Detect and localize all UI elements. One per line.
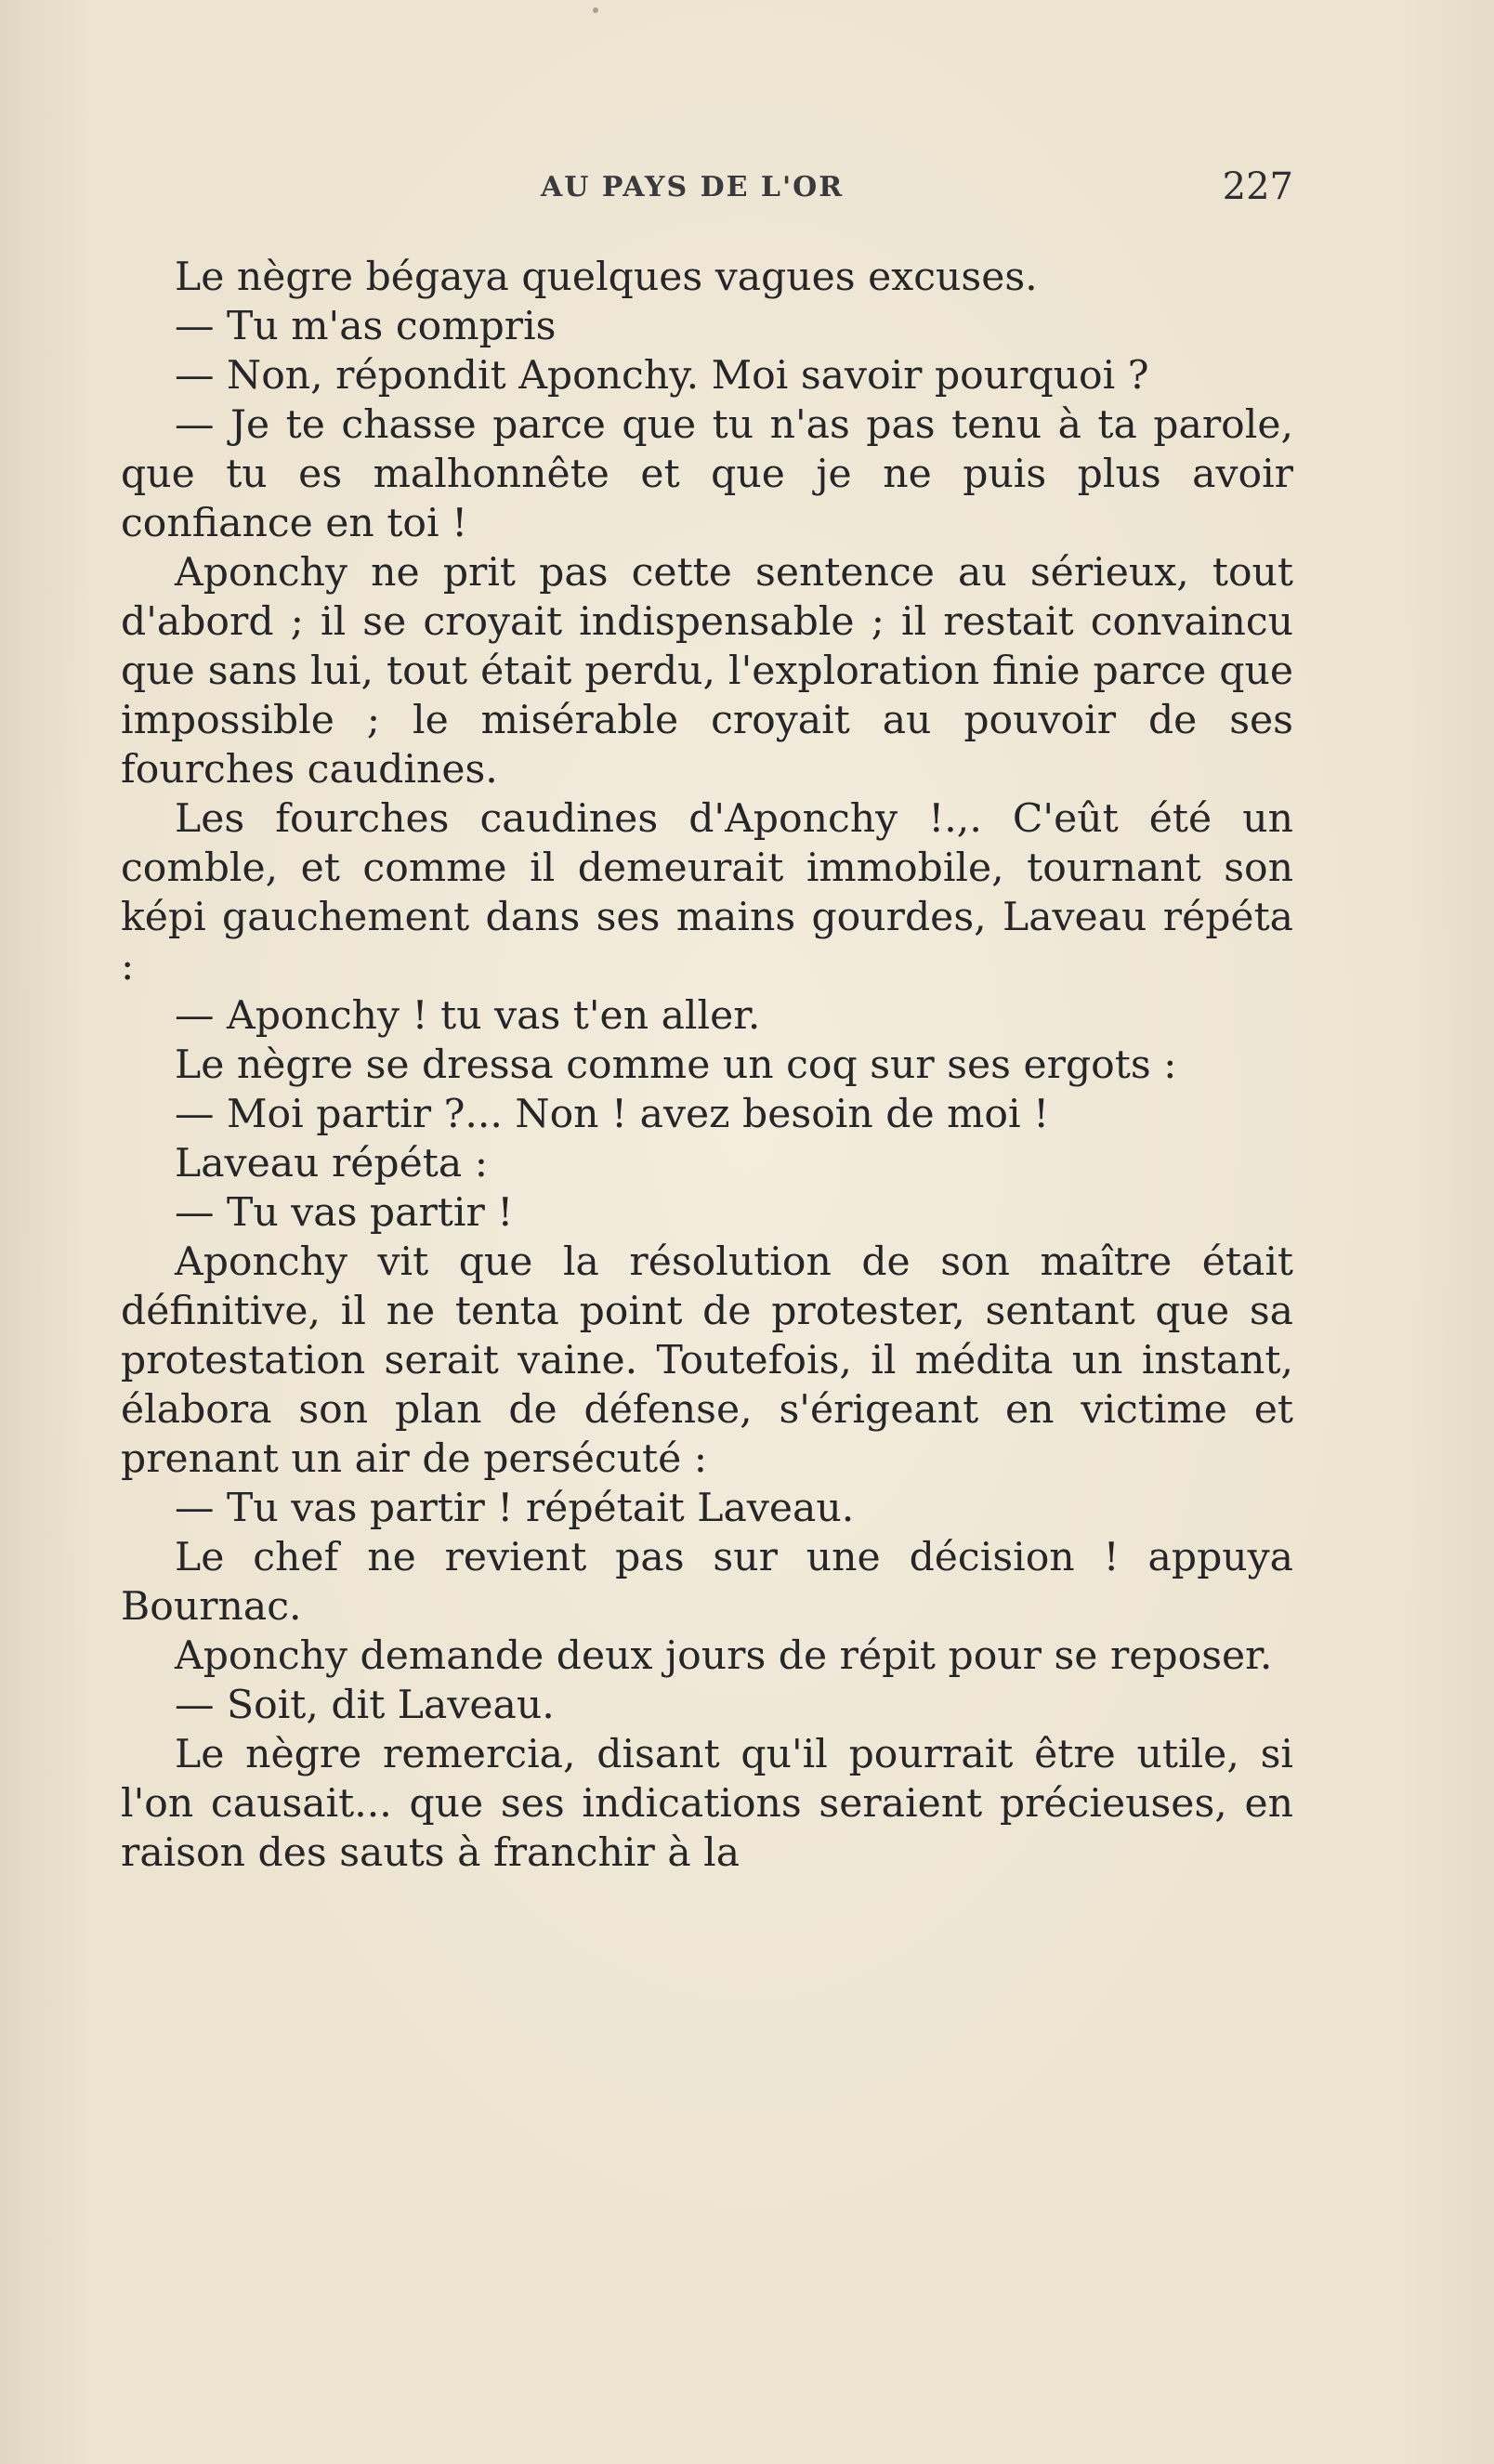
paragraph: Le nègre bégaya quelques vagues excuses. bbox=[175, 255, 1038, 300]
paragraph: — Tu vas partir ! répétait Laveau. bbox=[175, 1486, 855, 1531]
paragraph: Aponchy ne prit pas cette sentence au sérieux, tout d'abord ; il se croyait indispensable ; il restait convaincu que sans lui, tout était perdu, l'exploration finie parce que impossible ; le misérable croyait au pouvoir de ses fourches caudines. bbox=[121, 550, 1293, 793]
paragraph: — Tu m'as compris bbox=[175, 304, 557, 349]
paragraph: — Soit, dit Laveau. bbox=[175, 1683, 555, 1728]
paragraph: — Moi partir ?... Non ! avez besoin de moi ! bbox=[175, 1092, 1050, 1137]
paragraph: — Non, répondit Aponchy. Moi savoir pourquoi ? bbox=[175, 353, 1149, 399]
paragraph: — Aponchy ! tu vas t'en aller. bbox=[175, 993, 761, 1039]
paragraph: Laveau répéta : bbox=[175, 1141, 489, 1186]
running-head: AU PAYS DE L'OR bbox=[541, 171, 845, 203]
paragraph: Aponchy vit que la résolution de son maître était définitive, il ne tenta point de protester, sentant que sa protestation serait vaine. Toutefois, il médita un instant, élabora son plan de défense, s'érigeant en victime et prenant un air de persécuté : bbox=[121, 1239, 1293, 1482]
paragraph: — Tu vas partir ! bbox=[175, 1190, 514, 1236]
paragraph: Les fourches caudines d'Aponchy !.,. C'eût été un comble, et comme il demeurait immobile, tournant son képi gauchement dans ses mains gourdes, Laveau répéta : bbox=[121, 796, 1293, 990]
paragraph: Aponchy demande deux jours de répit pour se reposer. bbox=[175, 1633, 1273, 1679]
paragraph: Le chef ne revient pas sur une décision ! appuya Bournac. bbox=[121, 1535, 1293, 1630]
paragraph: Le nègre se dressa comme un coq sur ses ergots : bbox=[175, 1042, 1177, 1088]
page-header bbox=[121, 165, 1293, 210]
print-speck bbox=[593, 7, 598, 13]
page-number: 227 bbox=[1222, 165, 1293, 208]
paragraph: — Je te chasse parce que tu n'as pas tenu à ta parole, que tu es malhonnête et que je ne puis plus avoir confiance en toi ! bbox=[121, 402, 1293, 546]
paragraph: Le nègre remercia, disant qu'il pourrait être utile, si l'on causait... que ses indications seraient précieuses, en raison des sauts à franchir à la bbox=[121, 1732, 1293, 1876]
body-text bbox=[121, 253, 1293, 1878]
